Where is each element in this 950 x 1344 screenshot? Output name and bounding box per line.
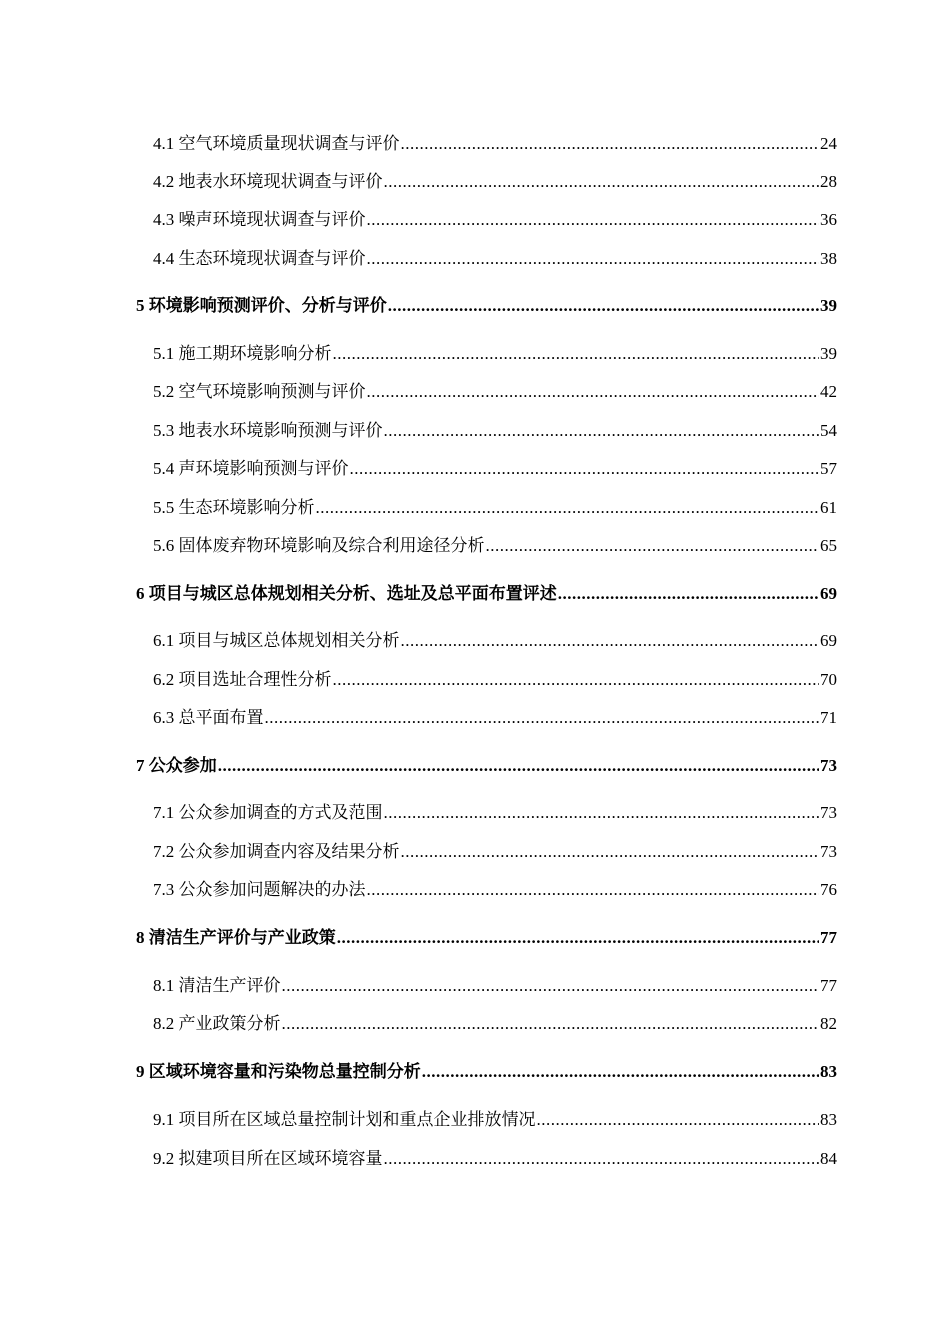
- toc-entry-6-1[interactable]: [153, 628, 837, 654]
- toc-entry-chapter-6[interactable]: [136, 581, 837, 607]
- toc-entry-7-2[interactable]: [153, 839, 837, 865]
- toc-page-number: 83: [820, 1062, 837, 1081]
- toc-entry-title: 5.1 施工期环境影响分析: [153, 344, 332, 363]
- toc-entry-title: 5 环境影响预测评价、分析与评价: [136, 296, 387, 315]
- toc-entry-9-1[interactable]: [153, 1107, 837, 1133]
- toc-entry-title: 9 区域环境容量和污染物总量控制分析: [136, 1062, 421, 1081]
- toc-entry-title: 5.5 生态环境影响分析: [153, 498, 315, 517]
- toc-dot-leader: [384, 418, 820, 444]
- toc-entry-chapter-9[interactable]: [136, 1059, 837, 1085]
- toc-page-number: 39: [820, 296, 837, 315]
- toc-entry-8-1[interactable]: [153, 973, 837, 999]
- toc-page-number: 69: [820, 631, 837, 650]
- toc-entry-5-3[interactable]: [153, 418, 837, 444]
- toc-dot-leader: [388, 293, 819, 319]
- toc-entry-7-1[interactable]: [153, 800, 837, 826]
- toc-entry-5-2[interactable]: [153, 379, 837, 405]
- toc-entry-title: 9.1 项目所在区域总量控制计划和重点企业排放情况: [153, 1110, 536, 1129]
- toc-entry-8-2[interactable]: [153, 1011, 837, 1037]
- toc-dot-leader: [218, 753, 819, 779]
- toc-dot-leader: [558, 581, 819, 607]
- toc-page-number: 24: [820, 134, 837, 153]
- toc-entry-5-1[interactable]: [153, 341, 837, 367]
- toc-entry-title: 6.1 项目与城区总体规划相关分析: [153, 631, 400, 650]
- toc-dot-leader: [367, 877, 820, 903]
- toc-entry-title: 4.1 空气环境质量现状调查与评价: [153, 134, 400, 153]
- toc-dot-leader: [422, 1059, 819, 1085]
- toc-entry-title: 5.4 声环境影响预测与评价: [153, 459, 349, 478]
- toc-page-number: 82: [820, 1014, 837, 1033]
- toc-entry-4-1[interactable]: [153, 131, 837, 157]
- toc-dot-leader: [401, 628, 820, 654]
- toc-entry-4-4[interactable]: [153, 246, 837, 272]
- toc-dot-leader: [367, 379, 820, 405]
- toc-entry-5-4[interactable]: [153, 456, 837, 482]
- toc-dot-leader: [367, 207, 820, 233]
- toc-page-number: 61: [820, 498, 837, 517]
- toc-page-number: 73: [820, 842, 837, 861]
- toc-page-number: 73: [820, 756, 837, 775]
- toc-dot-leader: [384, 800, 820, 826]
- toc-page-number: 65: [820, 536, 837, 555]
- toc-page-number: 73: [820, 803, 837, 822]
- toc-entry-title: 6 项目与城区总体规划相关分析、选址及总平面布置评述: [136, 584, 557, 603]
- toc-entry-title: 5.3 地表水环境影响预测与评价: [153, 421, 383, 440]
- toc-dot-leader: [265, 705, 820, 731]
- toc-entry-4-2[interactable]: [153, 169, 837, 195]
- toc-page-number: 84: [820, 1149, 837, 1168]
- toc-dot-leader: [333, 341, 820, 367]
- toc-entry-title: 8.1 清洁生产评价: [153, 976, 281, 995]
- toc-dot-leader: [337, 925, 819, 951]
- toc-dot-leader: [384, 169, 820, 195]
- toc-entry-chapter-8[interactable]: [136, 925, 837, 951]
- toc-dot-leader: [282, 1011, 820, 1037]
- toc-dot-leader: [350, 456, 820, 482]
- toc-entry-title: 7 公众参加: [136, 756, 217, 775]
- toc-page-number: 83: [820, 1110, 837, 1129]
- toc-entry-title: 7.2 公众参加调查内容及结果分析: [153, 842, 400, 861]
- toc-entry-chapter-7[interactable]: [136, 753, 837, 779]
- toc-dot-leader: [333, 667, 820, 693]
- toc-page-number: 38: [820, 249, 837, 268]
- toc-dot-leader: [384, 1146, 820, 1172]
- toc-page-number: 36: [820, 210, 837, 229]
- toc-page-number: 69: [820, 584, 837, 603]
- toc-entry-title: 6.3 总平面布置: [153, 708, 264, 727]
- toc-entry-title: 8.2 产业政策分析: [153, 1014, 281, 1033]
- toc-dot-leader: [537, 1107, 820, 1133]
- toc-entry-6-3[interactable]: [153, 705, 837, 731]
- toc-entry-title: 7.3 公众参加问题解决的办法: [153, 880, 366, 899]
- toc-entry-5-6[interactable]: [153, 533, 837, 559]
- toc-entry-title: 7.1 公众参加调查的方式及范围: [153, 803, 383, 822]
- toc-page-number: 42: [820, 382, 837, 401]
- toc-page-number: 77: [820, 976, 837, 995]
- toc-dot-leader: [282, 973, 820, 999]
- toc-page-number: 77: [820, 928, 837, 947]
- toc-entry-title: 8 清洁生产评价与产业政策: [136, 928, 336, 947]
- toc-entry-5-5[interactable]: [153, 495, 837, 521]
- toc-entry-title: 4.2 地表水环境现状调查与评价: [153, 172, 383, 191]
- toc-entry-title: 4.4 生态环境现状调查与评价: [153, 249, 366, 268]
- toc-entry-9-2[interactable]: [153, 1146, 837, 1172]
- toc-page-number: 76: [820, 880, 837, 899]
- toc-page-number: 39: [820, 344, 837, 363]
- toc-page-number: 71: [820, 708, 837, 727]
- toc-dot-leader: [367, 246, 820, 272]
- toc-dot-leader: [401, 839, 820, 865]
- toc-entry-7-3[interactable]: [153, 877, 837, 903]
- toc-dot-leader: [401, 131, 820, 157]
- toc-page-number: 57: [820, 459, 837, 478]
- toc-entry-6-2[interactable]: [153, 667, 837, 693]
- toc-entry-title: 6.2 项目选址合理性分析: [153, 670, 332, 689]
- toc-page-number: 70: [820, 670, 837, 689]
- toc-dot-leader: [316, 495, 820, 521]
- toc-entry-title: 5.2 空气环境影响预测与评价: [153, 382, 366, 401]
- toc-dot-leader: [486, 533, 820, 559]
- toc-entry-title: 5.6 固体废弃物环境影响及综合利用途径分析: [153, 536, 485, 555]
- toc-entry-title: 4.3 噪声环境现状调查与评价: [153, 210, 366, 229]
- toc-entry-title: 9.2 拟建项目所在区域环境容量: [153, 1149, 383, 1168]
- toc-page-number: 54: [820, 421, 837, 440]
- toc-page-number: 28: [820, 172, 837, 191]
- toc-entry-4-3[interactable]: [153, 207, 837, 233]
- toc-entry-chapter-5[interactable]: [136, 293, 837, 319]
